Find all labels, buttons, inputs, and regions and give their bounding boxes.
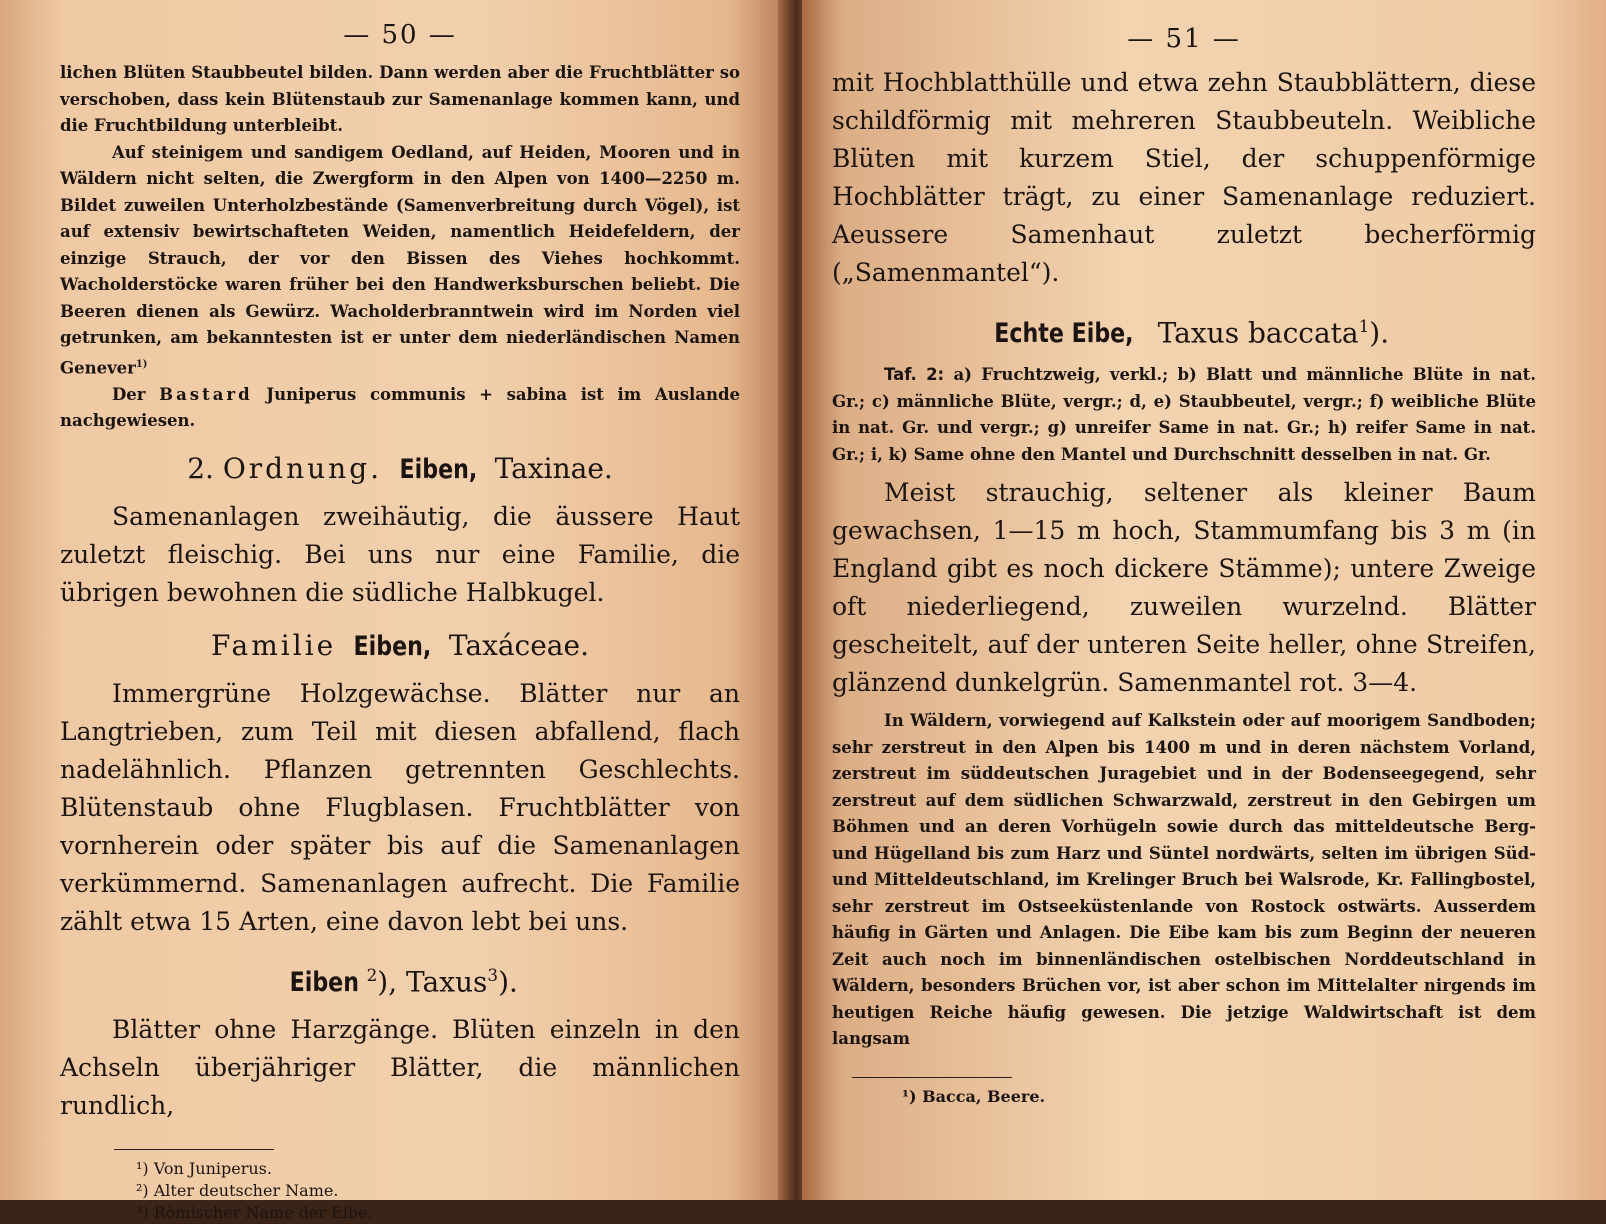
- plate-text: a) Fruchtzweig, verkl.; b) Blatt und männliche Blüte in nat. Gr.; c) männliche Blüte, vergr.; d, e) Staubbeutel, vergr.; f) weibliche Blüte in nat. Gr. und vergr.; g) unreifer Same in nat. Gr.; h) reifer Same in nat. Gr.; i, k) Same ohne den Mantel und Durchschnitt desselben in nat. Gr.: [832, 365, 1536, 464]
- bastard-word: Bastard: [159, 384, 253, 404]
- family-latin: Taxáceae.: [448, 628, 589, 662]
- order-number: 2.: [187, 451, 214, 485]
- habitat-text: Auf steinigem und sandigem Oedland, auf Heiden, Mooren und in Wäldern nicht selten, die Zwergform in den Alpen von 1400—2250 m. Bildet zuweilen Unterholzbestände (Samenverbreitung durch Vögel), ist auf extensiv bewirtschafteten Weiden, namentlich Heidefeldern, der einzige Strauch, der vor den Bissen des Viehes hochkommt. Wacholderstöcke waren früher bei den Handwerksburschen beliebt. Die Beeren dienen als Gewürz. Wacholderbranntwein wird im Norden viel getrunken, am bekanntesten ist er unter dem niederländischen Namen Genever: [60, 142, 740, 377]
- footnote-rule-left: [114, 1149, 274, 1150]
- order-word: Ordnung.: [222, 451, 383, 485]
- paragraph-growth: Meist strauchig, seltener als kleiner Baum gewachsen, 1—15 m hoch, Stammumfang bis 3 m (in England gibt es noch dickere Stämme); untere Zweige oft niederliegend, zuweilen wurzelnd. Blätter gescheitelt, auf der unteren Seite heller, ohne Streifen, glänzend dunkelgrün. Samenmantel rot. 3—4.: [832, 478, 1536, 698]
- heading-genus-taxus: [60, 955, 740, 1003]
- page-number-left: — 50 —: [343, 20, 457, 50]
- paragraph-habitat-juniper: [60, 140, 740, 382]
- plate-label: Taf. 2:: [884, 365, 945, 385]
- heading-order-taxinae: [60, 449, 740, 490]
- right-page: [802, 0, 1606, 1200]
- family-word: Familie: [211, 628, 337, 662]
- family-name: Eiben,: [353, 630, 432, 662]
- species-end: ).: [1369, 316, 1390, 350]
- footnote-ref-1: 1): [135, 358, 148, 370]
- footnote-rule-right: [852, 1077, 1012, 1078]
- footnote-ref-3: 3: [487, 964, 499, 985]
- species-name: Echte Eibe,: [994, 318, 1134, 350]
- footnote-bacca: ¹) Bacca, Beere.: [902, 1086, 1046, 1106]
- paragraph-leaves-resin: Blätter ohne Harzgänge. Blüten einzeln in den Achseln überjähriger Blätter, die männlichen rundlich,: [60, 1014, 740, 1120]
- footnote-ref-bacca: 1: [1358, 316, 1370, 336]
- footnote-3: ³) Römischer Name der Eibe.: [136, 1202, 373, 1222]
- paragraph-stamens: mit Hochblatthülle und etwa zehn Staubblättern, diese schildförmig mit mehreren Staubbeuteln. Weibliche Blüten mit kurzem Stiel, der schuppenförmige Hochblätter trägt, zu einer Samenanlage reduziert. Aeussere Samenhaut zuletzt becherförmig („Samenmantel“).: [832, 68, 1536, 287]
- paragraph-fruit-blades: lichen Blüten Staubbeutel bilden. Dann werden aber die Fruchtblätter so verschoben, dass kein Blütenstaub zur Samenanlage kommen kann, und die Fruchtbildung unterbleibt.: [60, 63, 740, 135]
- order-name: Eiben,: [399, 453, 478, 485]
- paragraph-plate-legend: [832, 362, 1536, 468]
- page-number-right: — 51 —: [1127, 24, 1241, 54]
- genus-end: ).: [498, 964, 518, 998]
- genus-name: Eiben: [289, 966, 359, 998]
- heading-taxus-baccata: [832, 306, 1536, 354]
- footnote-ref-2: 2: [366, 964, 378, 985]
- left-page: [0, 0, 790, 1222]
- footnote-1: ¹) Von Juniperus.: [136, 1158, 272, 1178]
- paragraph-distribution: In Wäldern, vorwiegend auf Kalkstein oder auf moorigem Sandboden; sehr zerstreut in den Alpen bis 1400 m und in deren nächstem Vorland, zerstreut im süddeutschen Juragebiet und in der Bodenseegegend, sehr zerstreut auf dem südlichen Schwarzwald, zerstreut in den Gebirgen um Böhmen und an deren Vorhügeln sowie durch das mitteldeutsche Berg- und Hügelland bis zum Harz und Süntel nordwärts, selten im übrigen Süd- und Mitteldeutschland, im Krelinger Bruch bei Walsrode, Kr. Fallingbostel, sehr zerstreut im Ostseeküstenlande von Rostock ostwärts. Ausserdem häufig in Gärten und Anlagen. Die Eibe kam bis zum Beginn der neueren Zeit auch noch im binnenländischen ostelbischen Norddeutschland in Wäldern, besonders Brüchen vor, ist aber schon im Mittelalter nirgends im heutigen Reiche häufig gewesen. Die jetzige Waldwirtschaft ist dem langsam: [832, 711, 1536, 1049]
- paragraph-evergreen: Immergrüne Holzgewächse. Blätter nur an Langtrieben, zum Teil mit diesen abfallend, flach nadelähnlich. Pflanzen getrennten Geschlechts. Blütenstaub ohne Flugblasen. Fruchtblätter von vornherein oder später bis auf die Samenanlagen verkümmernd. Samenanlagen aufrecht. Die Familie zählt etwa 15 Arten, eine davon lebt bei uns.: [60, 678, 740, 936]
- heading-family-taxaceae: [60, 626, 740, 667]
- bastard-prefix: Der: [112, 384, 146, 404]
- order-latin: Taxinae.: [494, 451, 613, 485]
- species-latin: Taxus baccata: [1157, 316, 1359, 350]
- footnote-2: ²) Alter deutscher Name.: [136, 1180, 339, 1200]
- genus-latin: ), Taxus: [377, 964, 488, 998]
- paragraph-seed-systems: Samenanlagen zweihäutig, die äussere Haut zuletzt fleischig. Bei uns nur eine Familie, die übrigen bewohnen die südliche Halbkugel.: [60, 501, 740, 607]
- paragraph-bastard: [60, 382, 740, 435]
- bastard-rest: Juniperus communis + sabina ist im Auslande nachgewiesen.: [60, 384, 740, 430]
